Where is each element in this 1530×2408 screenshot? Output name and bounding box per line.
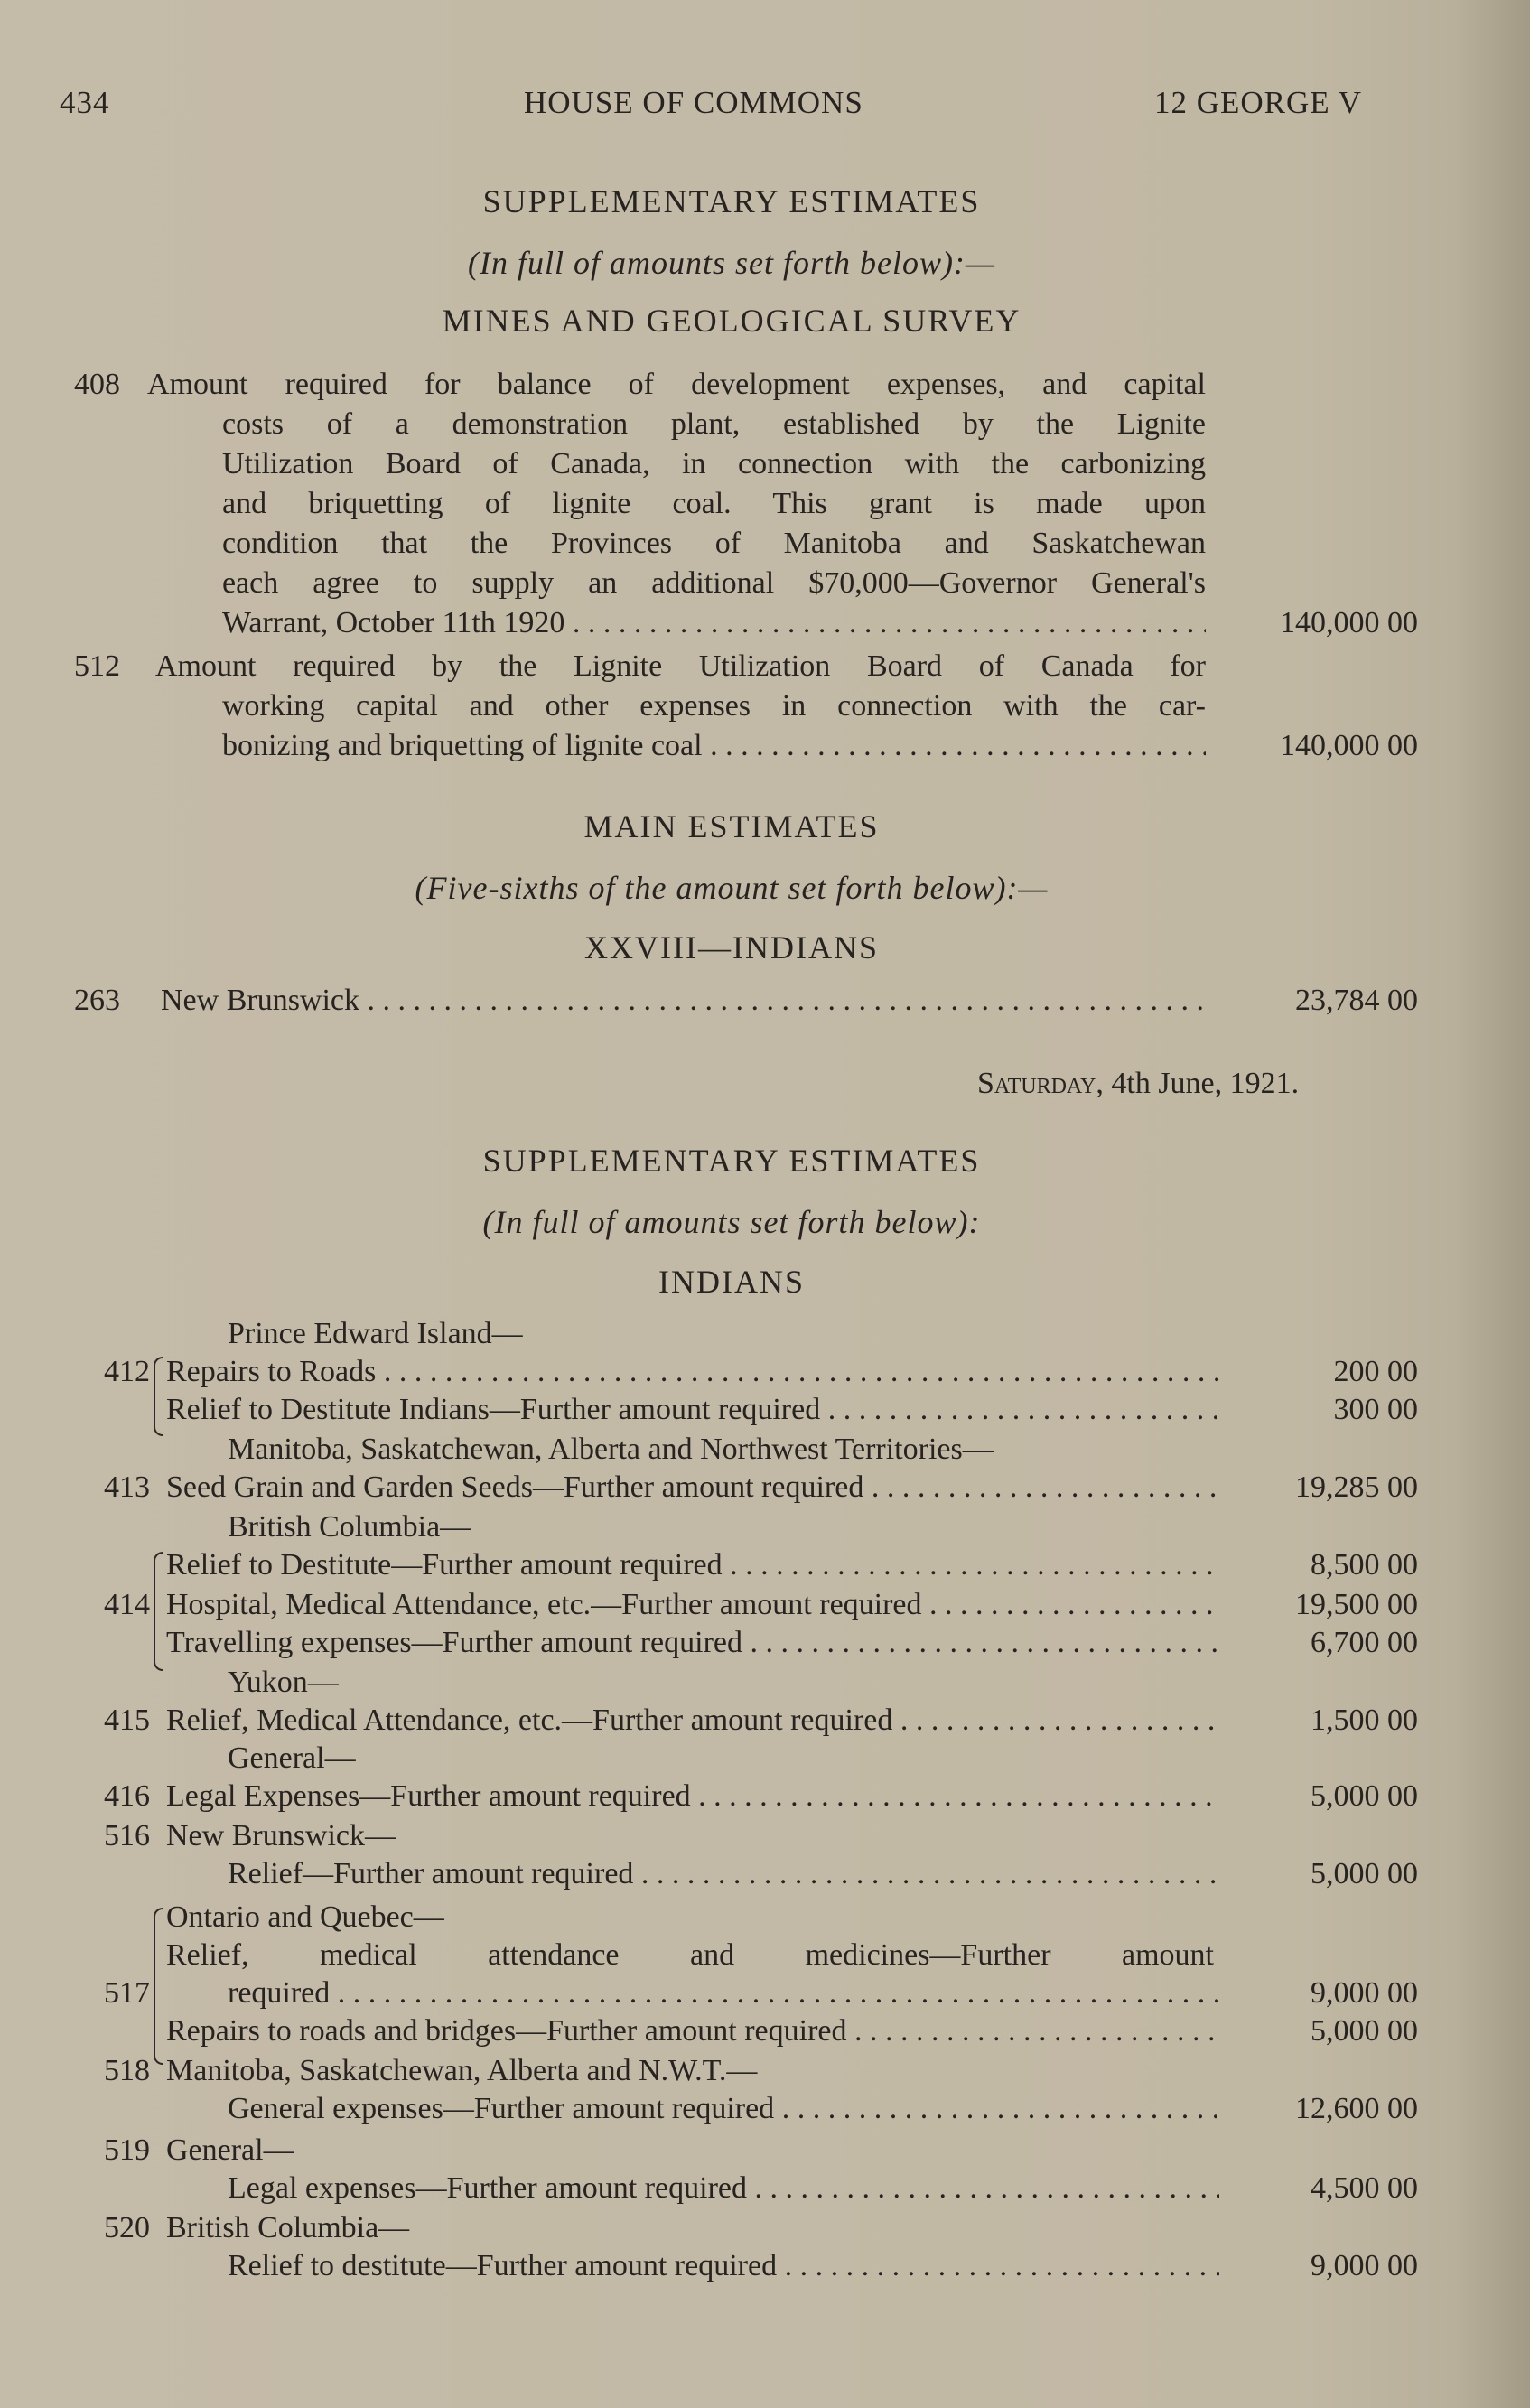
section-heading: SUPPLEMENTARY ESTIMATES [482,183,981,219]
line-text: Relief to Destitute—Further amount required . . . [166,1548,1219,1582]
line-amount: 300 00 [1333,1393,1418,1426]
line-amount: 8,500 00 [1311,1548,1418,1582]
line-text: General— [228,1741,356,1775]
list-item [0,1393,1530,1433]
department-heading: XXVIII—INDIANS [584,929,879,966]
line-text: Manitoba, Saskatchewan, Alberta and Northwest Territories— [228,1433,994,1466]
line-text: Seed Grain and Garden Seeds—Further amount required . . . [166,1470,1219,1505]
item-number: 408 [74,368,120,401]
list-item [0,1976,1530,2016]
line-amount: 4,500 00 [1311,2171,1418,2205]
list-item [0,2133,1530,2173]
line-number: 516 [104,1819,150,1853]
reign-label: 12 GEORGE V [1154,85,1363,120]
item-text-line: costs of a demonstration plant, established by the Lignite [222,407,1206,441]
line-amount: 6,700 00 [1311,1626,1418,1659]
line-text: General— [166,2133,294,2167]
line-number: 519 [104,2133,150,2167]
list-item [0,1548,1530,1588]
department-heading: INDIANS [658,1264,805,1300]
line-text: Yukon— [228,1666,339,1699]
item-text-line: Utilization Board of Canada, in connection with the carbonizing [222,447,1206,481]
item-label: New Brunswick . . . [161,981,1206,1021]
line-number: 415 [104,1703,150,1737]
section-subheading: (Five-sixths of the amount set forth below):— [415,870,1049,906]
line-text: Legal expenses—Further amount required . . . [228,2171,1219,2206]
list-item [0,1666,1530,1705]
line-number: 413 [104,1470,150,1504]
item-text-line: working capital and other expenses in connection with the car- [222,689,1206,723]
line-text: Legal Expenses—Further amount required . . . [166,1779,1219,1814]
line-amount: 5,000 00 [1311,1779,1418,1813]
sitting-date [977,1064,1299,1104]
section-subheading: (In full of amounts set forth below):— [468,245,995,281]
line-text: New Brunswick— [166,1819,396,1853]
list-item [0,1510,1530,1550]
line-text: Prince Edward Island— [228,1317,523,1350]
item-text-line: condition that the Provinces of Manitoba and Saskatchewan [222,527,1206,560]
list-item [0,1857,1530,1897]
item-amount: 140,000 00 [1280,729,1418,762]
line-amount: 19,500 00 [1295,1588,1418,1621]
line-number: 412 [104,1355,150,1388]
line-text: Relief, Medical Attendance, etc.—Further amount required . . . [166,1703,1219,1738]
line-text: Repairs to Roads . . . [166,1355,1219,1389]
list-item [0,2171,1530,2211]
line-text: British Columbia— [166,2211,410,2245]
list-item [0,1626,1530,1666]
line-number: 414 [104,1588,150,1621]
line-text: Relief to Destitute Indians—Further amount required . . . [166,1393,1219,1427]
list-item [0,2054,1530,2094]
section-heading: MAIN ESTIMATES [583,808,880,845]
list-item [0,1703,1530,1743]
list-item [0,2249,1530,2289]
section-subheading: (In full of amounts set forth below): [482,1204,981,1240]
item-text-line: bonizing and briquetting of lignite coal . . . [222,726,1206,766]
line-number: 518 [104,2054,150,2087]
list-item [0,1938,1530,1978]
list-item [0,1779,1530,1819]
line-text: Relief to destitute—Further amount required . . . [228,2249,1219,2283]
line-text: required . . . [228,1976,1219,2011]
line-text: Repairs to roads and bridges—Further amount required . . . [166,2014,1219,2049]
line-amount: 1,500 00 [1311,1703,1418,1737]
line-number: 520 [104,2211,150,2245]
list-item [0,1741,1530,1781]
line-text: Manitoba, Saskatchewan, Alberta and N.W.T.— [166,2054,758,2087]
line-number: 416 [104,1779,150,1813]
list-item [0,2211,1530,2251]
date-day: Saturday [977,1067,1096,1100]
list-item [0,1900,1530,1940]
line-amount: 5,000 00 [1311,1857,1418,1890]
item-amount: 23,784 00 [1295,984,1418,1017]
list-item [0,2092,1530,2132]
list-item [0,1470,1530,1510]
line-amount: 9,000 00 [1311,2249,1418,2282]
line-text: Ontario and Quebec— [166,1900,444,1934]
item-number: 263 [74,984,120,1017]
list-item [0,2014,1530,2054]
line-amount: 19,285 00 [1295,1470,1418,1504]
line-text: Hospital, Medical Attendance, etc.—Further amount required . . . [166,1588,1219,1622]
item-text-line: Amount required by the Lignite Utilization Board of Canada for [155,649,1206,683]
department-heading: MINES AND GEOLOGICAL SURVEY [442,303,1022,339]
section-heading: SUPPLEMENTARY ESTIMATES [482,1143,981,1179]
list-item [0,1317,1530,1357]
running-title: HOUSE OF COMMONS [524,85,863,120]
item-text-line: Amount required for balance of development expenses, and capital [147,368,1206,401]
item-text-line: each agree to supply an additional $70,000—Governor General's [222,566,1206,600]
line-text: General expenses—Further amount required . . . [228,2092,1219,2126]
line-text: Travelling expenses—Further amount required . . . [166,1626,1219,1660]
line-amount: 5,000 00 [1311,2014,1418,2048]
list-item [0,1819,1530,1859]
item-amount: 140,000 00 [1280,606,1418,639]
list-item [0,1588,1530,1628]
list-item [0,1433,1530,1472]
item-text-line: and briquetting of lignite coal. This grant is made upon [222,487,1206,520]
line-text: British Columbia— [228,1510,471,1544]
item-number: 512 [74,649,120,683]
line-amount: 200 00 [1333,1355,1418,1388]
line-amount: 9,000 00 [1311,1976,1418,2010]
line-number: 517 [104,1976,150,2010]
line-text: Relief, medical attendance and medicines—Further amount [166,1938,1214,1972]
list-item [0,1355,1530,1395]
line-amount: 12,600 00 [1295,2092,1418,2125]
date-rest: , 4th June, 1921. [1096,1067,1300,1100]
item-text-line: Warrant, October 11th 1920 . . . [222,603,1206,643]
line-text: Relief—Further amount required . . . [228,1857,1219,1891]
page-number: 434 [60,85,110,120]
